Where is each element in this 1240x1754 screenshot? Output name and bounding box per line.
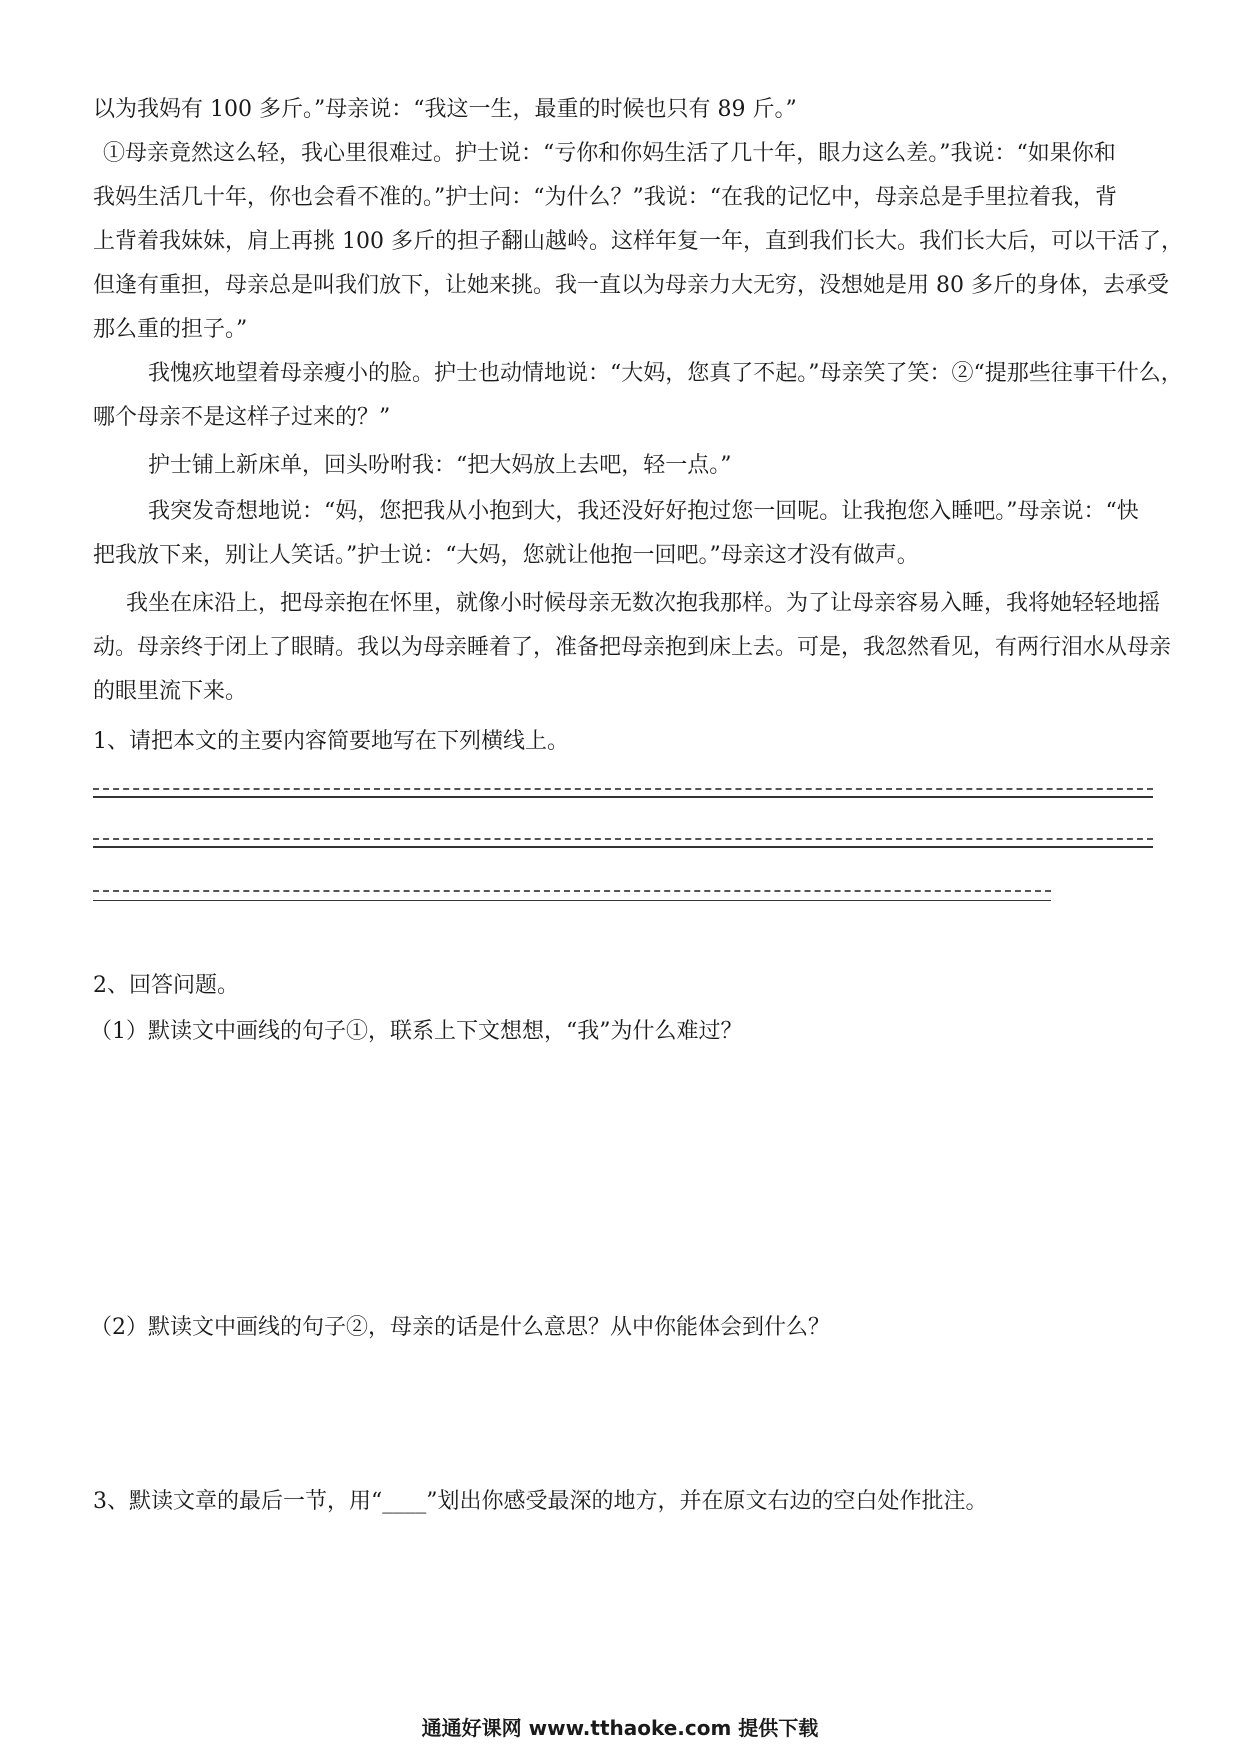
paragraph-line: 的眼里流下来。: [93, 679, 248, 704]
paragraph-line: 但逢有重担，母亲总是叫我们放下，让她来挑。我一直以为母亲力大无穷，没想她是用 80 多斤的身体，去承受: [93, 273, 1169, 298]
answer-line-dashed: [93, 838, 1153, 840]
question-2-2: （2）默读文中画线的句子②，母亲的话是什么意思？从中你能体会到什么？: [90, 1315, 830, 1340]
answer-line-solid: [93, 796, 1153, 798]
paragraph-line: ①母亲竟然这么轻，我心里很难过。护士说：“亏你和你妈生活了几十年，眼力这么差。”我说：“如果你和: [103, 141, 1116, 166]
answer-line-dashed: [93, 788, 1153, 790]
answer-line-solid: [93, 900, 1051, 901]
question-2: 2、回答问题。: [93, 973, 239, 998]
paragraph-line: 我突发奇想地说：“妈，您把我从小抱到大，我还没好好抱过您一回呢。让我抱您入睡吧。”母亲说：“快: [148, 499, 1139, 524]
paragraph-line: 我坐在床沿上，把母亲抱在怀里，就像小时候母亲无数次抱我那样。为了让母亲容易入睡，我将她轻轻地摇: [126, 591, 1161, 616]
question-2-1: （1）默读文中画线的句子①，联系上下文想想，“我”为什么难过？: [90, 1019, 743, 1044]
paragraph-line: 我愧疚地望着母亲瘦小的脸。护士也动情地说：“大妈，您真了不起。”母亲笑了笑：②“提那些往事干什么，: [148, 361, 1183, 386]
paragraph-line: 上背着我妹妹，肩上再挑 100 多斤的担子翻山越岭。这样年复一年，直到我们长大。我们长大后，可以干活了，: [93, 229, 1183, 254]
page-footer: 通通好课网 www.tthaoke.com 提供下载: [421, 1716, 819, 1740]
paragraph-line: 以为我妈有 100 多斤。”母亲说：“我这一生，最重的时候也只有 89 斤。”: [93, 97, 797, 122]
paragraph-line: 我妈生活几十年，你也会看不准的。”护士问：“为什么？”我说：“在我的记忆中，母亲总是手里拉着我，背: [93, 185, 1117, 210]
paragraph-line: 动。母亲终于闭上了眼睛。我以为母亲睡着了，准备把母亲抱到床上去。可是，我忽然看见，有两行泪水从母亲: [93, 635, 1172, 660]
paragraph-line: 那么重的担子。”: [93, 317, 248, 342]
answer-line-dashed: [93, 890, 1051, 892]
paragraph-line: 把我放下来，别让人笑话。”护士说：“大妈，您就让他抱一回吧。”母亲这才没有做声。: [93, 543, 919, 568]
question-1: 1、请把本文的主要内容简要地写在下列横线上。: [93, 729, 569, 754]
paragraph-line: 护士铺上新床单，回头吩咐我：“把大妈放上去吧，轻一点。”: [148, 453, 732, 478]
answer-line-solid: [93, 846, 1153, 848]
question-3: 3、默读文章的最后一节，用“____”划出你感受最深的地方，并在原文右边的空白处作批注。: [93, 1489, 988, 1514]
paragraph-line: 哪个母亲不是这样子过来的？”: [93, 405, 391, 430]
